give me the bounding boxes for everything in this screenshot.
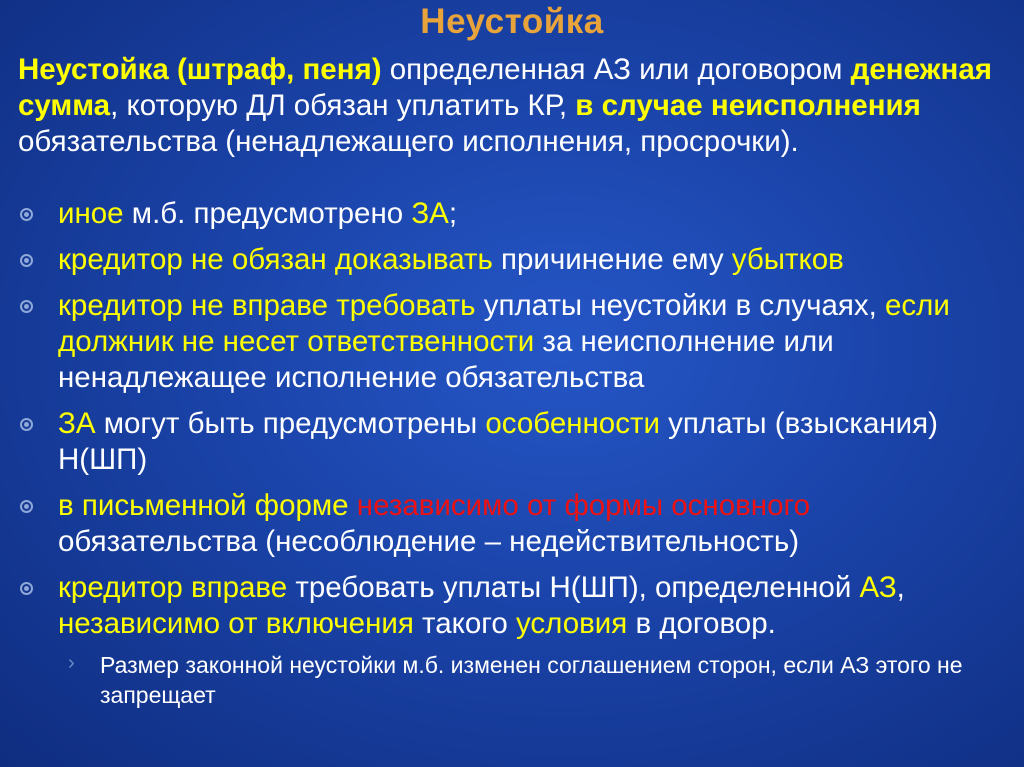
- list-item: [0, 570, 1024, 642]
- slide-title: Неустойка: [420, 2, 604, 41]
- bullet-icon: [20, 300, 33, 313]
- list-item: [0, 196, 1024, 232]
- text-segment: уплаты (взыскания) Н(ШП): [58, 407, 938, 476]
- term-highlight: Неустойка (штраф, пеня): [18, 53, 382, 86]
- highlight-text: кредитор не обязан доказывать: [58, 243, 493, 276]
- list-item: [0, 288, 1024, 396]
- term-highlight: денежная сумма: [18, 53, 992, 122]
- highlight-text: кредитор вправе: [58, 571, 288, 604]
- highlight-text: независимо от включения: [58, 607, 414, 640]
- text-segment: определенная АЗ или договором: [381, 53, 851, 86]
- highlight-text: убытков: [731, 243, 844, 276]
- text-segment: причинение ему: [492, 243, 732, 276]
- text-segment: ;: [448, 197, 458, 230]
- list-item: [0, 406, 1024, 478]
- text-segment: , которую ДЛ обязан уплатить КР,: [110, 89, 576, 122]
- text-segment: обязательства (ненадлежащего исполнения, просрочки).: [18, 125, 799, 158]
- highlight-text: АЗ: [859, 571, 897, 604]
- definition-paragraph: [18, 52, 1008, 160]
- text-segment: требовать уплаты Н(ШП), определенной: [287, 571, 860, 604]
- highlight-text: кредитор не вправе требовать: [58, 289, 476, 322]
- bullet-icon: [20, 208, 33, 221]
- highlight-text: в письменной форме: [58, 489, 349, 522]
- text-segment: ,: [896, 571, 905, 604]
- sub-item-text: Размер законной неустойки м.б. изменен соглашением сторон, если АЗ этого не запрещает: [100, 652, 963, 708]
- text-segment: могут быть предусмотрены: [95, 407, 486, 440]
- highlight-text: если должник не несет ответственности: [58, 289, 950, 358]
- list-item: [0, 242, 1024, 278]
- text-segment: за неисполнение или ненадлежащее исполнение обязательства: [58, 325, 834, 394]
- text-segment: [349, 489, 357, 522]
- text-segment: такого: [413, 607, 516, 640]
- text-segment: в договор.: [627, 607, 776, 640]
- bullet-icon: [20, 582, 33, 595]
- term-highlight: в случае неисполнения: [575, 89, 921, 122]
- text-segment: обязательства (несоблюдение – недействительность): [58, 525, 800, 558]
- highlight-text: условия: [516, 607, 628, 640]
- text-segment: уплаты неустойки в случаях,: [475, 289, 885, 322]
- alert-text: независимо от формы основного: [356, 489, 810, 522]
- highlight-text: особенности: [485, 407, 660, 440]
- text-segment: м.б. предусмотрено: [123, 197, 412, 230]
- bullet-icon: [20, 500, 33, 513]
- bullet-icon: [20, 254, 33, 267]
- highlight-text: ЗА: [58, 407, 96, 440]
- sub-list-item: [0, 650, 1024, 710]
- highlight-text: ЗА: [411, 197, 449, 230]
- chevron-right-icon: ›: [68, 652, 75, 674]
- highlight-text: иное: [58, 197, 124, 230]
- list-item: [0, 488, 1024, 560]
- bullet-icon: [20, 418, 33, 431]
- bullet-list: [0, 196, 1024, 710]
